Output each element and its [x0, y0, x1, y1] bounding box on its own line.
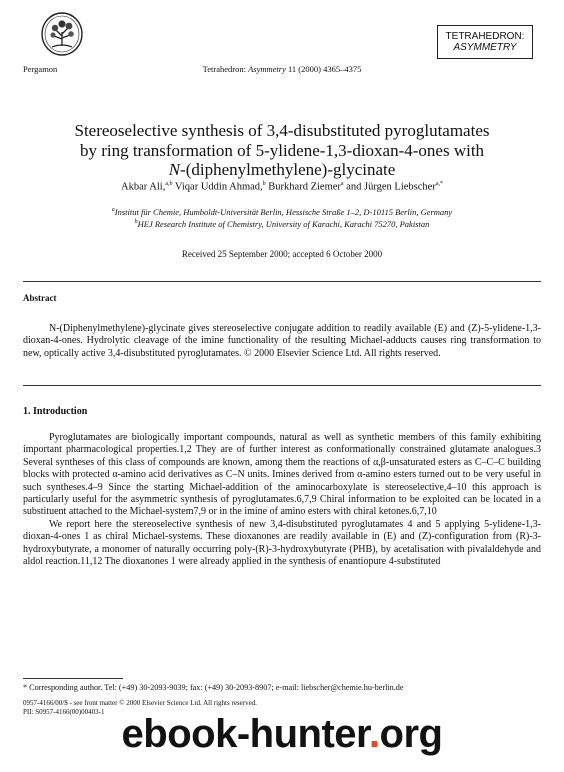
front-matter-line: 0957-4166/00/$ - see front matter © 2000 Elsevier Science Ltd. All rights reserved. [23, 699, 257, 707]
publisher-name: Pergamon [23, 64, 58, 74]
paper-title: Stereoselective synthesis of 3,4-disubstituted pyroglutamates by ring transformation of 5-ylidene-1,3-dioxan-4-ones with N-(diphenylmethylene)-glycinate [74, 121, 490, 179]
section-heading-introduction: 1. Introduction [23, 406, 88, 417]
affiliation-b: $^b$HEJ Research Institute of Chemistry, University of Karachi, Karachi 75270, Pakistan [134, 219, 430, 229]
divider-abstract [23, 385, 541, 386]
journal-box-line2: ASYMMETRY [453, 42, 517, 53]
intro-paragraph-1: Pyroglutamates are biologically important compounds, natural as well as synthetic members of this family exhibiting important pharmacological properties.1,2 They are of further interest as conformationally constrained glutamate analogues.3 Several syntheses of this class of compounds are known, among them the reactions of α,β-unsaturated esters as C–C–C building blocks with protected α-amino acid derivatives as C–N units. Imines derived from α-amino esters turned out to be very useful in such syntheses.4–9 Since the starting Michael-addition of the aminocarboxylate is stereoselective,4–10 this approach is particularly useful for the asymmetric synthesis of pyroglutamates.6,7,9 Chiral information to be exploited can be located in a substituent attached to the Michael-system7,9 or in the imine of amino esters with chiral ketones.6,7,10 [23, 432, 541, 518]
introduction-body [23, 432, 541, 568]
pii-line: PII: S0957-4166(00)00403-1 [23, 707, 105, 716]
intro-paragraph-2: We report here the stereoselective synthesis of new 3,4-disubstituted pyroglutamates 4 and 5 applying 5-ylidene-1,3-dioxan-4-ones 1 as chiral Michael-systems. These dioxanones are readily available in (E) and (Z)-configuration from (R)-3-hydroxybutyrate, a monomer of naturally occurring poly-(R)-3-hydroxybutyrate (PHB), by acetalisation with pivalaldehyde and aldol reaction.11,12 The dioxanones 1 were already applied in the synthesis of enantiopure 4-substituted [23, 518, 541, 568]
author-list: Akbar Ali,$^{a,b}$ Viqar Uddin Ahmad,$^b$ Burkhard Ziemer$^a$ and Jürgen Liebscher$^{a,*}$ [121, 181, 443, 193]
abstract-text: N-(Diphenylmethylene)-glycinate gives stereoselective conjugate addition to readily available (E) and (Z)-5-ylidene-1,3-dioxan-4-ones. Hydrolytic cleavage of the imine functionality of the resulting Michael-adducts causes ring transformation to new, optically active 3,4-disubstituted pyroglutamates. © 2000 Elsevier Science Ltd. All rights reserved. [23, 323, 541, 359]
corresponding-author-footnote: * Corresponding author. Tel: (+49) 30-2093-9039; fax: (+49) 30-2093-8907; e-mail: liebscher@chemie.hu-berlin.de [23, 683, 404, 692]
journal-reference: Tetrahedron: Asymmetry 11 (2000) 4365–4375 [202, 64, 362, 74]
abstract-heading: Abstract [23, 293, 57, 303]
journal-name-box [437, 25, 533, 59]
footnote-divider [23, 678, 123, 679]
affiliation-a: $^a$Institut für Chemie, Humboldt-Universität Berlin, Hessische Straße 1–2, D-10115 Berlin, Germany [111, 207, 453, 217]
received-dates: Received 25 September 2000; accepted 6 October 2000 [181, 249, 383, 259]
divider-top [23, 281, 541, 282]
journal-box-line1: TETRAHEDRON: [445, 31, 525, 42]
watermark-logo: ebook-hunter.org [121, 712, 443, 756]
publisher-logo-icon [40, 12, 84, 56]
